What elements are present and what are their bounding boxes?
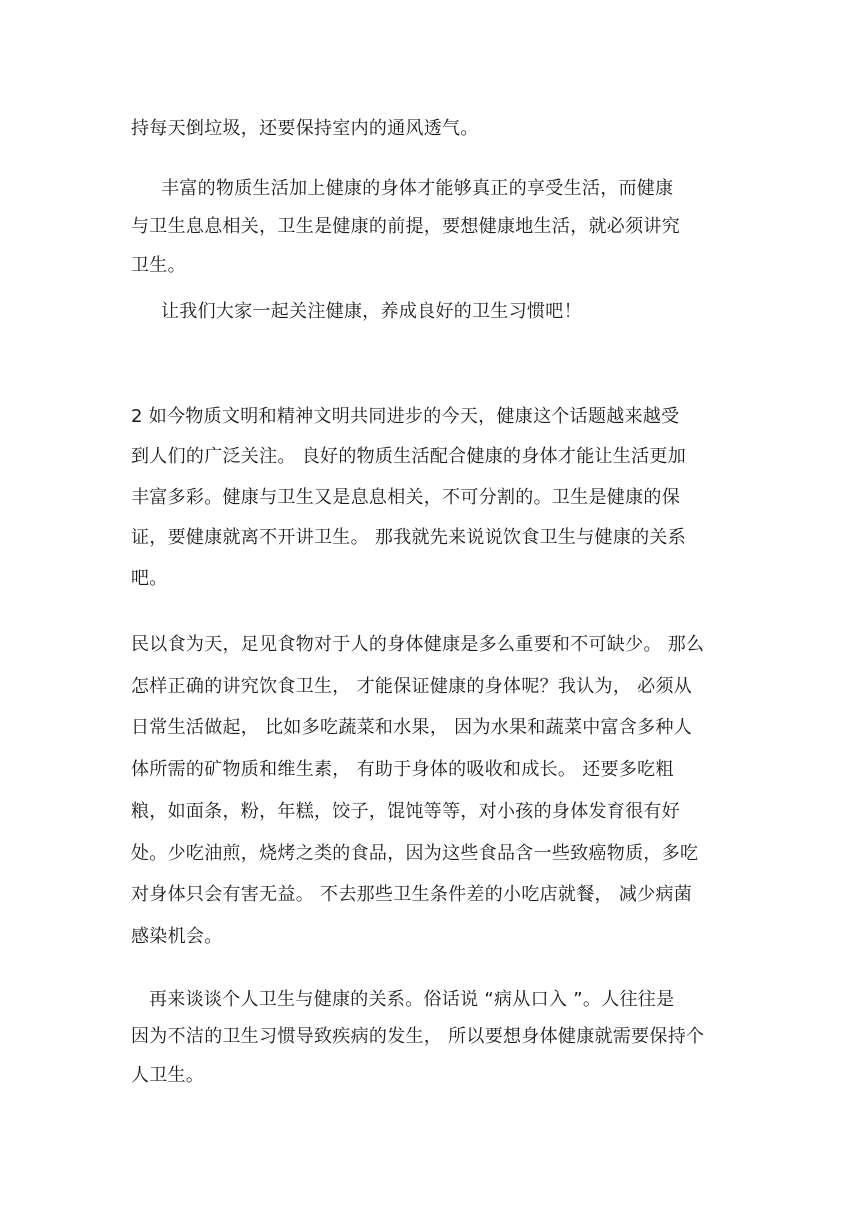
text-line: 人卫生。 [131,1065,205,1086]
text-line: 感染机会。 [131,926,223,947]
text-line: 粮，如面条，粉，年糕，饺子，馄饨等等，对小孩的身体发育很有好 [131,801,680,822]
text-line: 体所需的矿物质和维生素， 有助于身体的吸收和成长。 还要多吃粗 [131,759,674,780]
text-line: 民以食为天，足见食物对于人的身体健康是多么重要和不可缺少。 那么 [131,634,705,655]
text-line: 丰富多彩。健康与卫生又是息息相关，不可分割的。卫生是健康的保 [131,487,680,508]
text-line: 再来谈谈个人卫生与健康的关系。俗话说 “病从口入 ”。人往往是 [149,989,675,1010]
text-line: 卫生。 [131,255,186,276]
text-line: 让我们大家一起关注健康，养成良好的卫生习惯吧！ [161,301,582,322]
text-line: 日常生活做起， 比如多吃蔬菜和水果， 因为水果和蔬菜中富含多种人 [131,717,693,738]
text-line: 怎样正确的讲究饮食卫生， 才能保证健康的身体呢？我认为， 必须从 [131,676,693,697]
text-line: 持每天倒垃圾，还要保持室内的通风透气。 [131,118,479,139]
text-line: 对身体只会有害无益。 不去那些卫生条件差的小吃店就餐， 减少病菌 [131,884,693,905]
text-line: 到人们的广泛关注。 良好的物质生活配合健康的身体才能让生活更加 [131,446,687,467]
text-line: 证，要健康就离不开讲卫生。 那我就先来说说饮食卫生与健康的关系 [131,527,687,548]
text-line: 2 如今物质文明和精神文明共同进步的今天，健康这个话题越来越受 [131,406,680,427]
text-line: 与卫生息息相关，卫生是健康的前提，要想健康地生活，就必须讲究 [131,216,680,237]
text-line: 处。少吃油煎，烧烤之类的食品，因为这些食品含一些致癌物质，多吃 [131,843,699,864]
text-line: 丰富的物质生活加上健康的身体才能够真正的享受生活，而健康 [161,178,674,199]
text-line: 吧。 [131,568,168,589]
text-line: 因为不洁的卫生习惯导致疾病的发生， 所以要想身体健康就需要保持个 [131,1026,705,1047]
